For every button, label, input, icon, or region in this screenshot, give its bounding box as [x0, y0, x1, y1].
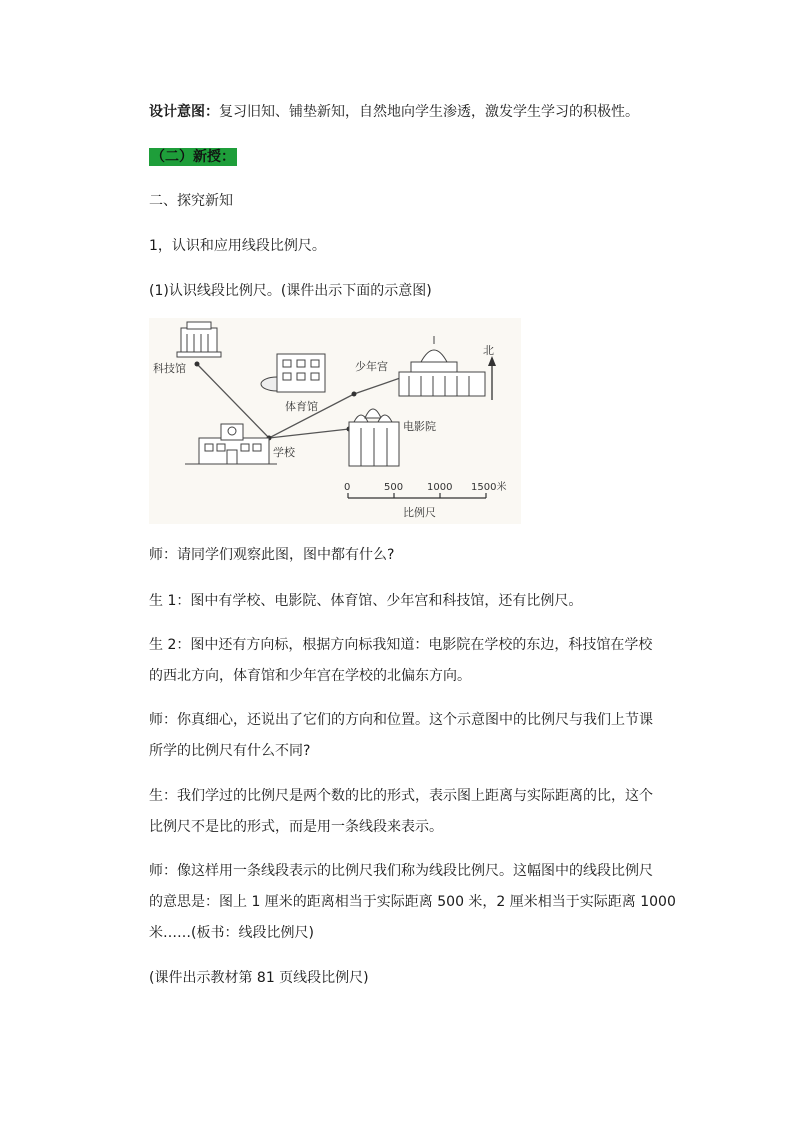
dialog-line-7: 生：我们学过的比例尺是两个数的比的形式，表示图上距离与实际距离的比，这个 [149, 788, 653, 804]
north-arrow-icon [488, 356, 496, 400]
dialog-line-2: 生 1：图中有学校、电影院、体育馆、少年宫和科技馆，还有比例尺。 [149, 593, 583, 609]
label-youth-palace: 少年宫 [355, 360, 388, 373]
dialog-line-6: 所学的比例尺有什么不同? [149, 743, 311, 759]
label-gym: 体育馆 [285, 400, 318, 413]
section-heading: 二、探究新知 [149, 193, 233, 209]
dialog-line-4: 的西北方向，体育馆和少年宫在学校的北偏东方向。 [149, 668, 471, 684]
science-museum-building [177, 322, 221, 357]
dialog-line-10: 的意思是：图上 1 厘米的距离相当于实际距离 500 米，2 厘米相当于实际距离 1000 [149, 894, 676, 910]
dialog-line-11: 米……(板书：线段比例尺) [149, 925, 314, 941]
scale-tick-1000: 1000 [427, 482, 453, 493]
gym-building [261, 354, 325, 392]
dialog-line-3: 生 2：图中还有方向标，根据方向标我知道：电影院在学校的东边，科技馆在学校 [149, 637, 653, 653]
dialog-line-1: 师：请同学们观察此图，图中都有什么? [149, 547, 395, 563]
scale-bar [348, 493, 486, 498]
label-cinema: 电影院 [403, 420, 436, 433]
route-line-east [269, 429, 349, 438]
section-tag-line [149, 147, 237, 167]
scale-tick-500: 500 [384, 482, 404, 493]
label-north: 北 [483, 344, 494, 357]
dialog-line-9: 师：像这样用一条线段表示的比例尺我们称为线段比例尺。这幅图中的线段比例尺 [149, 863, 653, 879]
label-science-museum: 科技馆 [153, 362, 186, 375]
dialog-line-5: 师：你真细心，还说出了它们的方向和位置。这个示意图中的比例尺与我们上节课 [149, 712, 653, 728]
design-intent-line [149, 102, 639, 122]
dialog-line-8: 比例尺不是比的形式，而是用一条线段来表示。 [149, 819, 443, 835]
item-1-sub: (1)认识线段比例尺。(课件出示下面的示意图) [149, 283, 432, 299]
point-youth-palace [352, 392, 357, 397]
map-svg [149, 318, 521, 524]
label-school: 学校 [273, 446, 295, 459]
youth-palace-building [399, 336, 485, 396]
map-figure [149, 318, 521, 524]
design-intent-label: 设计意图： [149, 104, 219, 120]
design-intent-text: 复习旧知、铺垫新知，自然地向学生渗透，激发学生学习的积极性。 [219, 104, 639, 120]
scale-tick-0: 0 [344, 482, 351, 493]
school-building [185, 424, 277, 464]
point-science-museum [195, 362, 200, 367]
scale-tick-1500: 1500米 [471, 482, 507, 493]
scale-label: 比例尺 [403, 506, 436, 519]
item-1: 1，认识和应用线段比例尺。 [149, 238, 326, 254]
dialog-line-12: (课件出示教材第 81 页线段比例尺) [149, 970, 369, 986]
cinema-building [349, 409, 399, 466]
section-tag: （二）新授： [151, 149, 235, 165]
